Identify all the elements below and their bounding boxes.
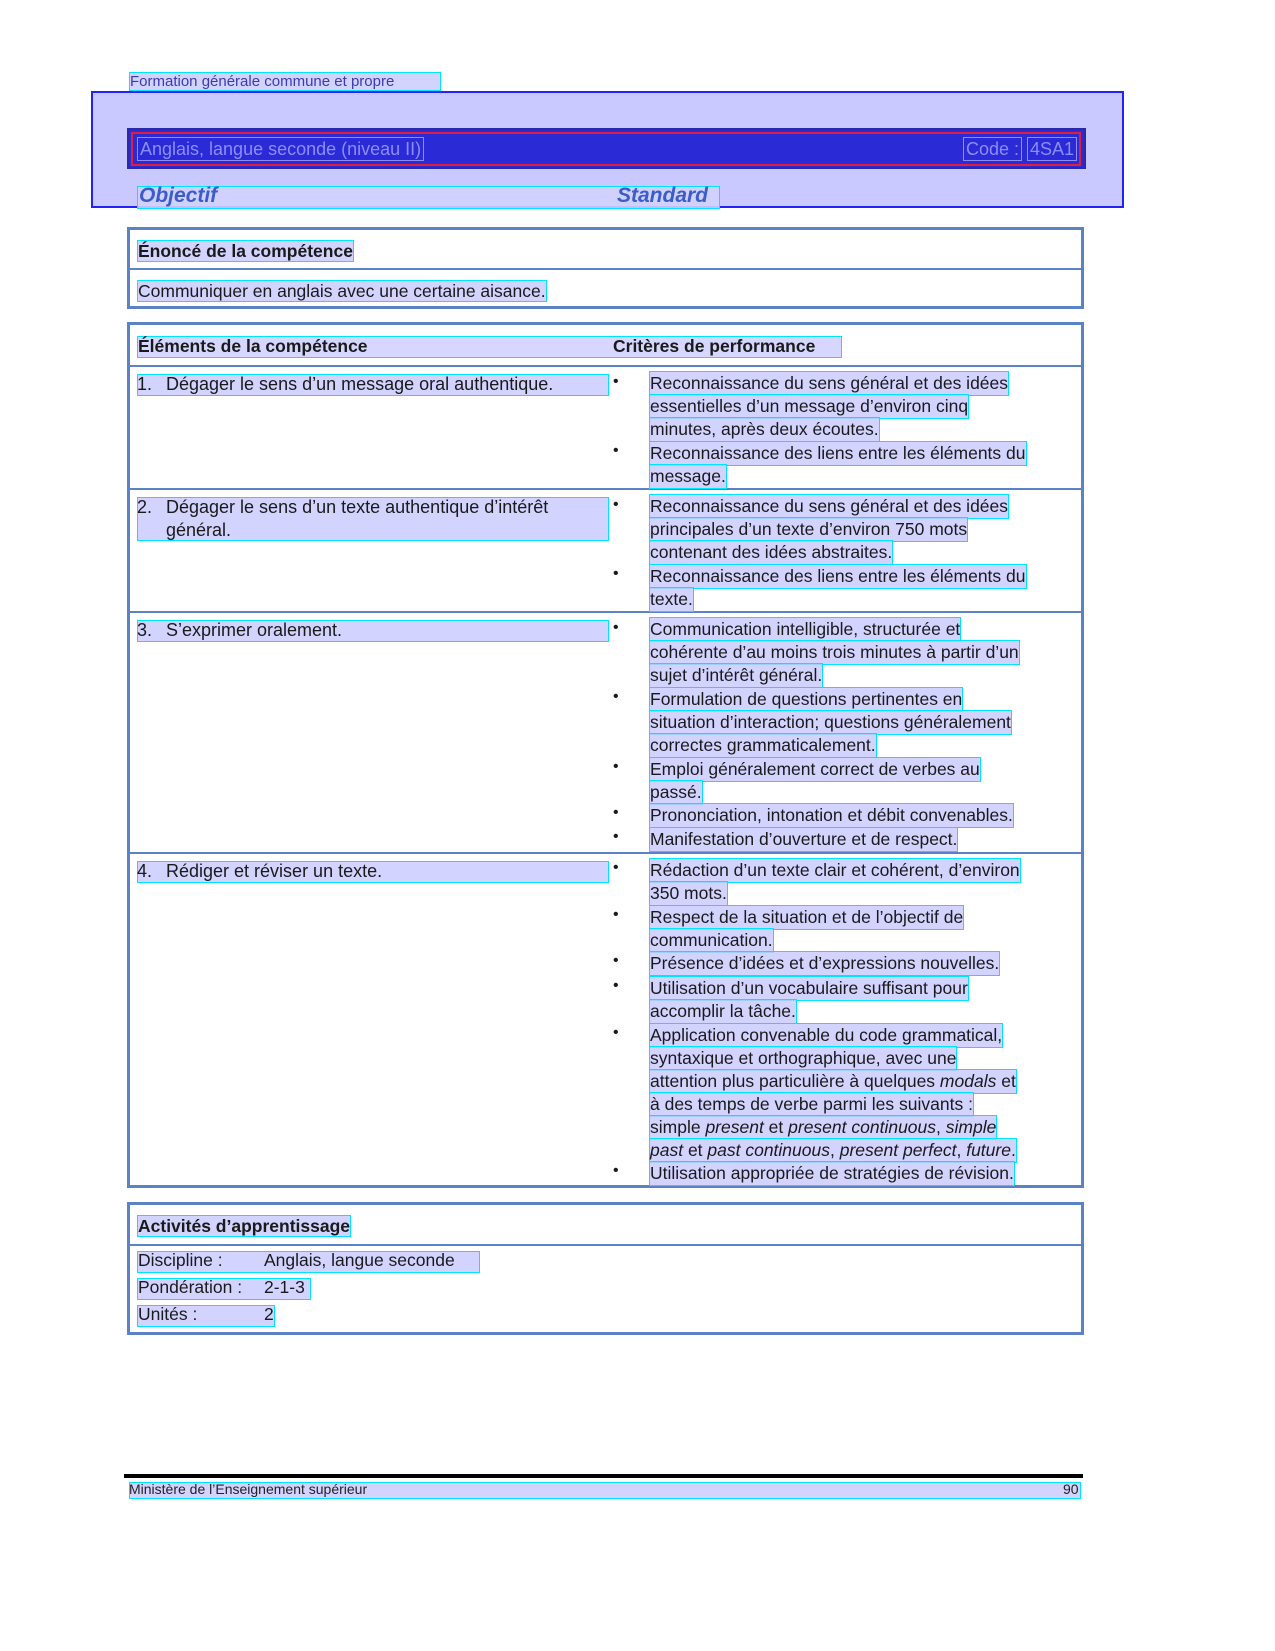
bullet-icon: • xyxy=(613,688,619,705)
criterion-4-5-line-5 xyxy=(649,1115,997,1140)
bullet-icon: • xyxy=(613,952,619,969)
element-2-number: 2. xyxy=(137,497,153,517)
criterion-3-2-line-2: situation d’interaction; questions généralement xyxy=(649,710,1012,735)
criterion-1-2-line-1: Reconnaissance des liens entre les éléments du xyxy=(649,441,1027,466)
criterion-4-5-present-perfect: present perfect xyxy=(839,1140,957,1160)
criterion-4-5-line-6-part-h: . xyxy=(1010,1140,1016,1160)
bullet-icon: • xyxy=(613,804,619,821)
criterion-3-3-line-2: passé. xyxy=(649,780,703,805)
criterion-3-4-line-1: Prononciation, intonation et débit convenables. xyxy=(649,803,1014,828)
criterion-4-2-line-1: Respect de la situation et de l’objectif de xyxy=(649,905,964,930)
criteria-col-title: Critères de performance xyxy=(613,336,816,356)
criterion-2-1-line-1: Reconnaissance du sens général et des idées xyxy=(649,494,1009,519)
element-4-number: 4. xyxy=(137,861,153,881)
bullet-icon: • xyxy=(613,859,619,876)
element-2-text-line-1: Dégager le sens d’un texte authentique d’intérêt xyxy=(166,497,549,517)
criterion-1-2-line-2: message. xyxy=(649,464,727,489)
criterion-1-1-line-3: minutes, après deux écoutes. xyxy=(649,417,880,442)
criterion-4-3-line-1: Présence d’idées et d’expressions nouvelles. xyxy=(649,951,1000,976)
criterion-1-1-line-2: essentielles d’un message d’environ cinq xyxy=(649,394,969,419)
criterion-3-3-line-1: Emploi généralement correct de verbes au xyxy=(649,757,981,782)
element-2-text-line-2: général. xyxy=(166,520,232,540)
bullet-icon: • xyxy=(613,1162,619,1179)
elements-header-divider xyxy=(130,365,1081,367)
criterion-3-1-line-3: sujet d’intérêt général. xyxy=(649,663,823,688)
criterion-3-1-line-2: cohérente d’au moins trois minutes à partir d’un xyxy=(649,640,1020,665)
criterion-4-5-line-3-part-c: et xyxy=(996,1071,1016,1091)
criterion-4-5-line-6-part-b: et xyxy=(683,1140,708,1160)
criterion-4-5-past-continuous: past continuous xyxy=(707,1140,830,1160)
standard-label: Standard xyxy=(617,184,709,207)
criterion-1-1-line-1: Reconnaissance du sens général et des idées xyxy=(649,371,1009,396)
criterion-3-2-line-1: Formulation de questions pertinentes en xyxy=(649,687,963,712)
bullet-icon: • xyxy=(613,373,619,390)
criterion-4-1-line-1: Rédaction d’un texte clair et cohérent, d’environ xyxy=(649,858,1021,883)
bullet-icon: • xyxy=(613,828,619,845)
footer-ministry: Ministère de l’Enseignement supérieur xyxy=(129,1481,368,1497)
criterion-3-2-line-3: correctes grammaticalement. xyxy=(649,733,877,758)
criterion-4-5-line-6-part-f: , xyxy=(956,1140,967,1160)
criterion-4-1-line-2: 350 mots. xyxy=(649,881,728,906)
element-1-number: 1. xyxy=(137,374,153,394)
criterion-2-2-line-1: Reconnaissance des liens entre les éléments du xyxy=(649,564,1027,589)
criterion-4-5-future: future xyxy=(966,1140,1011,1160)
bullet-icon: • xyxy=(613,906,619,923)
criterion-4-5-present-continuous: present continuous xyxy=(788,1117,937,1137)
criterion-2-2-line-2: texte. xyxy=(649,587,694,612)
criterion-3-1-line-1: Communication intelligible, structurée et xyxy=(649,617,961,642)
criterion-4-5-modals: modals xyxy=(939,1071,997,1091)
element-4-text: Rédiger et réviser un texte. xyxy=(166,861,383,881)
ponderation-label: Pondération : xyxy=(138,1277,243,1297)
row-divider-2 xyxy=(130,611,1081,613)
criterion-4-4-line-2: accomplir la tâche. xyxy=(649,999,797,1024)
criterion-4-5-line-5-part-e: , xyxy=(936,1117,946,1137)
criterion-4-5-line-4: à des temps de verbe parmi les suivants : xyxy=(649,1092,974,1117)
enonce-text: Communiquer en anglais avec une certaine aisance. xyxy=(138,281,546,301)
bullet-icon: • xyxy=(613,565,619,582)
criterion-4-5-line-6 xyxy=(649,1138,1017,1163)
element-1-text: Dégager le sens d’un message oral authentique. xyxy=(166,374,554,394)
bullet-icon: • xyxy=(613,977,619,994)
element-3-text: S’exprimer oralement. xyxy=(166,620,343,640)
ponderation-value: 2-1-3 xyxy=(264,1277,305,1297)
criterion-4-5-simple: simple xyxy=(945,1117,997,1137)
enonce-divider xyxy=(130,268,1081,270)
course-code-label: Code : xyxy=(963,137,1022,161)
bullet-icon: • xyxy=(613,619,619,636)
bullet-icon: • xyxy=(613,1024,619,1041)
bullet-icon: • xyxy=(613,758,619,775)
bullet-icon: • xyxy=(613,496,619,513)
criterion-4-6-line-1: Utilisation appropriée de stratégies de révision. xyxy=(649,1161,1015,1186)
activites-title: Activités d’apprentissage xyxy=(138,1216,351,1236)
top-header-line: Formation générale commune et propre xyxy=(129,72,441,91)
footer-page-number: 90 xyxy=(1063,1481,1079,1497)
row-divider-1 xyxy=(130,488,1081,490)
criterion-4-5-line-5-part-c: et xyxy=(763,1117,789,1137)
elements-col-title: Éléments de la compétence xyxy=(138,336,368,356)
criterion-3-5-line-1: Manifestation d’ouverture et de respect. xyxy=(649,827,958,852)
enonce-title: Énoncé de la compétence xyxy=(138,241,353,261)
criterion-4-5-past: past xyxy=(650,1140,684,1160)
criterion-2-1-line-2: principales d’un texte d’environ 750 mots xyxy=(649,517,968,542)
footer-rule xyxy=(124,1474,1083,1478)
objectif-label: Objectif xyxy=(139,184,218,207)
criterion-4-5-line-3 xyxy=(649,1069,1017,1094)
criterion-4-5-line-6-part-d: , xyxy=(830,1140,840,1160)
criterion-4-5-line-1: Application convenable du code grammatical, xyxy=(649,1023,1003,1048)
row-divider-3 xyxy=(130,852,1081,854)
criterion-4-5-line-3-part-a: attention plus particulière à quelques xyxy=(650,1071,940,1091)
element-3-number: 3. xyxy=(137,620,153,640)
criterion-4-2-line-2: communication. xyxy=(649,928,774,953)
criterion-4-5-line-5-part-a: simple xyxy=(650,1117,706,1137)
unites-value: 2 xyxy=(264,1304,274,1324)
criterion-4-5-line-2: syntaxique et orthographique, avec une xyxy=(649,1046,957,1071)
criterion-4-4-line-1: Utilisation d’un vocabulaire suffisant pour xyxy=(649,976,969,1001)
activites-divider xyxy=(130,1244,1081,1246)
unites-label: Unités : xyxy=(138,1304,198,1324)
bullet-icon: • xyxy=(613,442,619,459)
course-code-value: 4SA1 xyxy=(1027,137,1077,161)
criterion-2-1-line-3: contenant des idées abstraites. xyxy=(649,540,893,565)
discipline-value: Anglais, langue seconde xyxy=(264,1250,455,1270)
discipline-label: Discipline : xyxy=(138,1250,223,1270)
criterion-4-5-present: present xyxy=(705,1117,764,1137)
course-title: Anglais, langue seconde (niveau II) xyxy=(137,137,424,161)
